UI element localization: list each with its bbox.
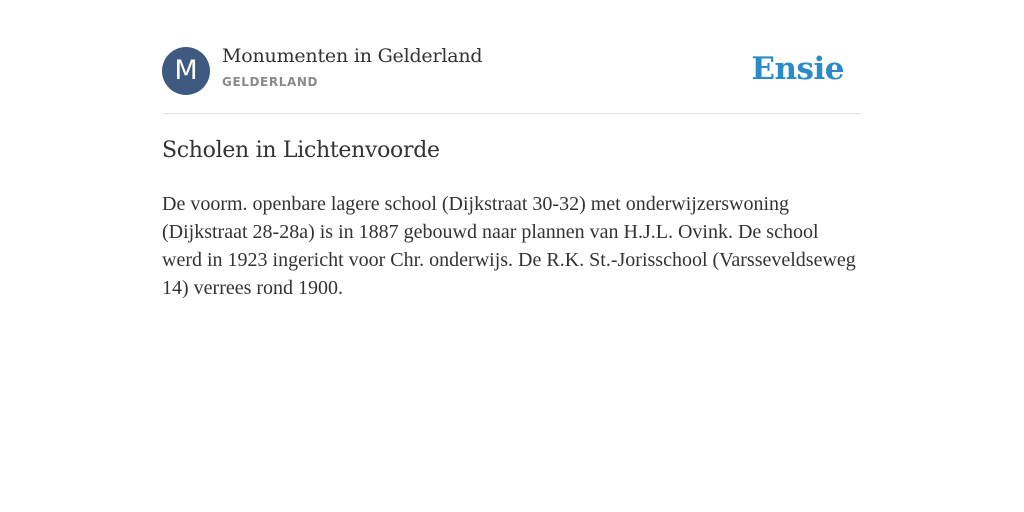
source-subtitle: GELDERLAND [222,75,319,89]
ensie-logo[interactable]: Ensie [751,51,844,87]
source-title[interactable]: Monumenten in Gelderland [222,45,483,67]
article-body: De voorm. openbare lagere school (Dijkstraat 30-32) met onderwijzerswoning (Dijkstraat 28-28a) is in 1887 gebouwd naar plannen van H.J.L. Ovink. De school werd in 1923 ingericht voor Chr. onderwijs. De R.K. St.-Jorisschool (Varsseveldseweg 14) verrees rond 1900. [162,193,856,299]
avatar[interactable]: M [162,47,210,95]
card-header [162,0,862,114]
article-title: Scholen in Lichtenvoorde [162,138,440,163]
article-card [162,0,862,299]
